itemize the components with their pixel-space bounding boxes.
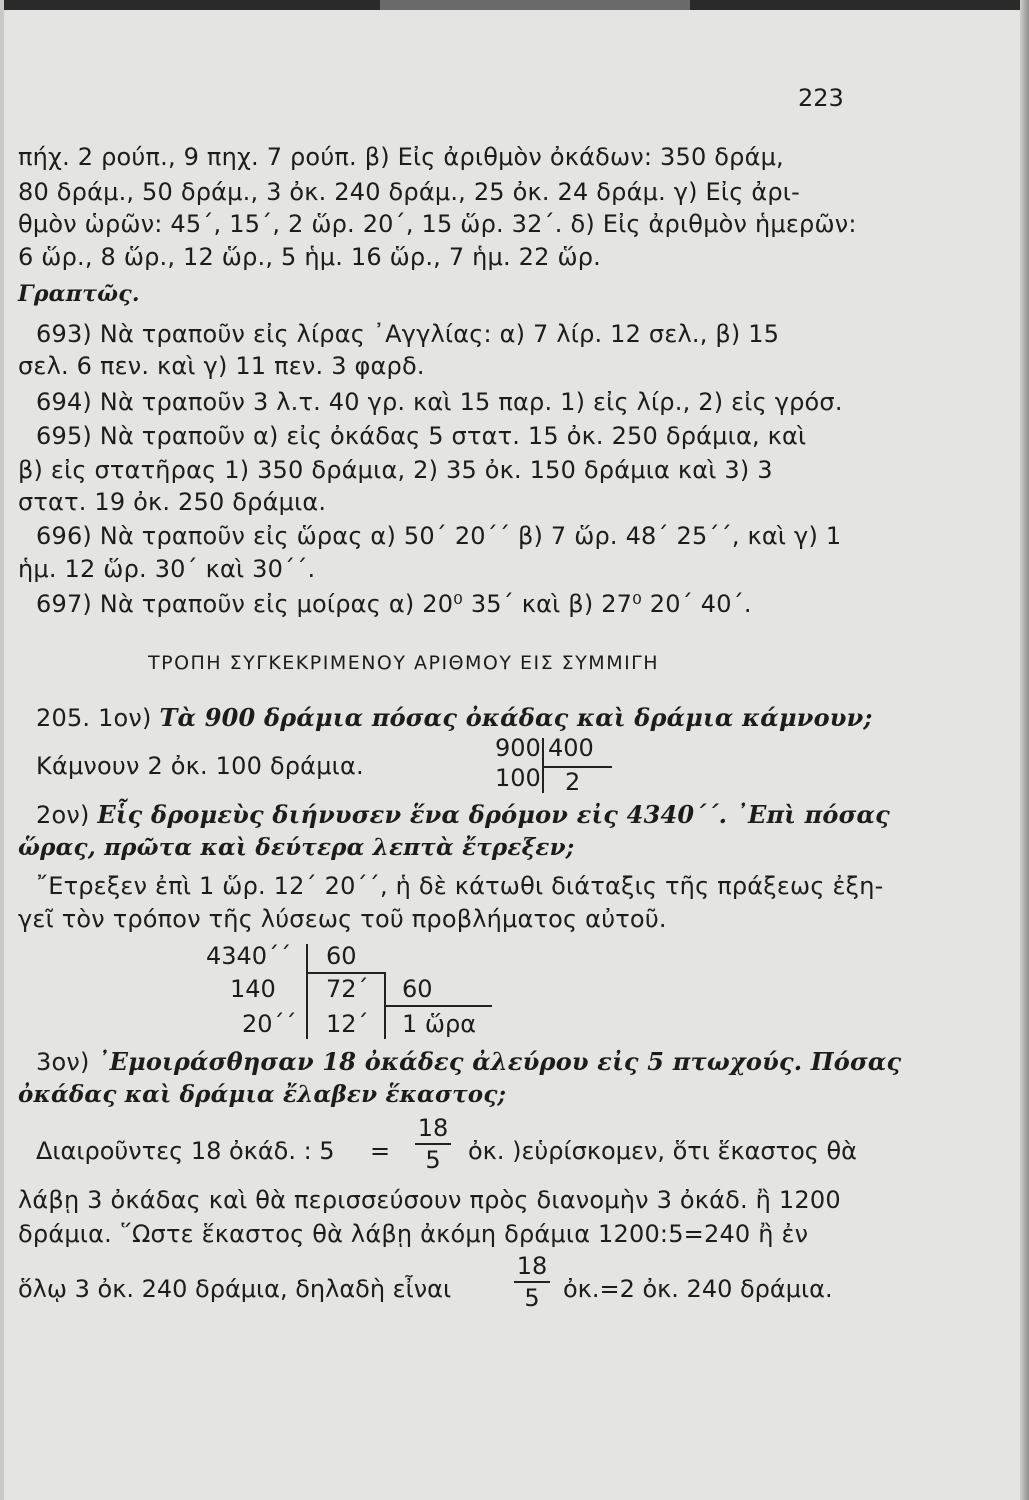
exercise-line: 695) Νὰ τραποῦν α) εἰς ὀκάδας 5 στατ. 15 ὀκ. 250 δράμια, καὶ <box>36 422 807 450</box>
answer-line: λάβῃ 3 ὀκάδας καὶ θὰ περισσεύσουν πρὸς διανομὴν 3 ὀκάδ. ἢ 1200 <box>18 1186 841 1214</box>
exercise-line: 694) Νὰ τραποῦν 3 λ.τ. 40 γρ. καὶ 15 παρ. 1) εἰς λίρ., 2) εἰς γρόσ. <box>36 388 843 416</box>
scan-left-edge <box>0 0 4 1500</box>
division-rule <box>306 972 384 974</box>
division-dividend: 900 <box>495 734 541 762</box>
text-line: πήχ. 2 ρούπ., 9 πηχ. 7 ρούπ. β) Εἰς ἀριθμὸν ὀκάδων: 350 δράμ, <box>18 143 784 171</box>
answer-line: γεῖ τὸν τρόπον τῆς λύσεως τοῦ προβλήματος αὐτοῦ. <box>18 905 667 933</box>
problem-number: 2ον) <box>36 801 90 829</box>
division-remainder: 100 <box>495 764 541 792</box>
section-label: Γραπτῶς. <box>18 281 140 307</box>
division-cell: 140 <box>230 975 276 1003</box>
exercise-line: σελ. 6 πεν. καὶ γ) 11 πεν. 3 φαρδ. <box>18 352 425 380</box>
section-heading: ΤΡΟΠΗ ΣΥΓΚΕΚΡΙΜΕΝΟΥ ΑΡΙΘΜΟΥ ΕΙΣ ΣΥΜΜΙΓΗ <box>148 652 660 674</box>
division-divisor: 400 <box>548 734 594 762</box>
problem-intro <box>36 800 890 829</box>
text-line: 6 ὥρ., 8 ὥρ., 12 ὥρ., 5 ἡμ. 16 ὥρ., 7 ἡμ. 22 ὥρ. <box>18 243 602 271</box>
fraction-numerator: 18 <box>516 1252 548 1280</box>
text-line: θμὸν ὡρῶν: 45΄, 15΄, 2 ὥρ. 20΄, 15 ὥρ. 32΄. δ) Εἰς ἀριθμὸν ἡμερῶν: <box>18 210 857 238</box>
problem-question: ᾽Εμοιράσθησαν 18 ὀκάδες ἀλεύρου εἰς 5 πτωχούς. Πόσας <box>97 1047 902 1076</box>
division-bar <box>306 944 308 1039</box>
problem-question: ὀκάδας καὶ δράμια ἔλαβεν ἕκαστος; <box>18 1081 507 1108</box>
division-rule <box>384 1005 492 1007</box>
exercise-line: 696) Νὰ τραποῦν εἰς ὥρας α) 50΄ 20΄΄ β) 7 ὥρ. 48΄ 25΄΄, καὶ γ) 1 <box>36 522 842 550</box>
answer-line: ῎Ετρεξεν ἐπὶ 1 ὥρ. 12΄ 20΄΄, ἡ δὲ κάτωθι διάταξις τῆς πράξεως ἐξη- <box>36 872 884 900</box>
answer-text: Διαιροῦντες 18 ὀκάδ. : 5 <box>36 1137 335 1165</box>
division-cell: 1 ὥρα <box>402 1010 477 1038</box>
division-cell: 4340΄΄ <box>206 942 292 970</box>
equals-sign: = <box>370 1137 391 1165</box>
fraction-denominator: 5 <box>425 1146 441 1174</box>
exercise-line: 693) Νὰ τραποῦν εἰς λίρας ᾽Αγγλίας: α) 7 λίρ. 12 σελ., β) 15 <box>36 320 780 348</box>
fraction-bar <box>514 1281 550 1283</box>
answer-line: Κάμνουν 2 ὀκ. 100 δράμια. <box>36 752 364 780</box>
answer-text: ὀκ. )εὑρίσκομεν, ὅτι ἕκαστος θὰ <box>468 1137 857 1165</box>
division-cell: 60 <box>326 942 357 970</box>
fraction-denominator: 5 <box>524 1284 540 1312</box>
problem-number: 205. 1ον) <box>36 704 152 732</box>
division-rule <box>542 766 612 768</box>
book-page <box>18 0 902 1500</box>
problem-intro <box>36 1047 901 1076</box>
division-cell: 72΄ <box>326 975 369 1003</box>
exercise-line: ἡμ. 12 ὥρ. 30΄ καὶ 30΄΄. <box>18 555 316 583</box>
scan-right-edge <box>1020 0 1029 1500</box>
fraction-bar <box>415 1143 451 1145</box>
division-quotient: 2 <box>565 768 581 796</box>
problem-question: ὥρας, πρῶτα καὶ δεύτερα λεπτὰ ἔτρεξεν; <box>18 834 575 861</box>
answer-line: δράμια. ῞Ωστε ἕκαστος θὰ λάβῃ ἀκόμη δράμια 1200:5=240 ἢ ἐν <box>18 1220 809 1248</box>
answer-text: ὅλῳ 3 ὀκ. 240 δράμια, δηλαδὴ εἶναι <box>18 1275 452 1303</box>
answer-text: ὀκ.=2 ὀκ. 240 δράμια. <box>563 1275 833 1303</box>
division-cell: 12΄ <box>326 1010 369 1038</box>
exercise-line: στατ. 19 ὀκ. 250 δράμια. <box>18 488 327 516</box>
problem-question: Εἷς δρομεὺς διήνυσεν ἕνα δρόμον εἰς 4340΄΄. ᾽Επὶ πόσας <box>97 800 890 829</box>
problem-question: Τὰ 900 δράμια πόσας ὀκάδας καὶ δράμια κάμνουν; <box>159 703 873 732</box>
problem-number: 3ον) <box>36 1048 90 1076</box>
exercise-line: 697) Νὰ τραποῦν εἰς μοίρας α) 20⁰ 35΄ καὶ β) 27⁰ 20΄ 40΄. <box>36 590 752 618</box>
page-number: 223 <box>798 84 844 112</box>
division-cell: 60 <box>402 975 433 1003</box>
text-line: 80 δράμ., 50 δράμ., 3 ὀκ. 240 δράμ., 25 ὀκ. 24 δράμ. γ) Εἰς ἀρι- <box>18 178 800 206</box>
problem-intro <box>36 703 873 732</box>
fraction-numerator: 18 <box>417 1114 449 1142</box>
division-cell: 20΄΄ <box>242 1010 297 1038</box>
exercise-line: β) εἰς στατῆρας 1) 350 δράμια, 2) 35 ὀκ. 150 δράμια καὶ 3) 3 <box>18 456 773 484</box>
